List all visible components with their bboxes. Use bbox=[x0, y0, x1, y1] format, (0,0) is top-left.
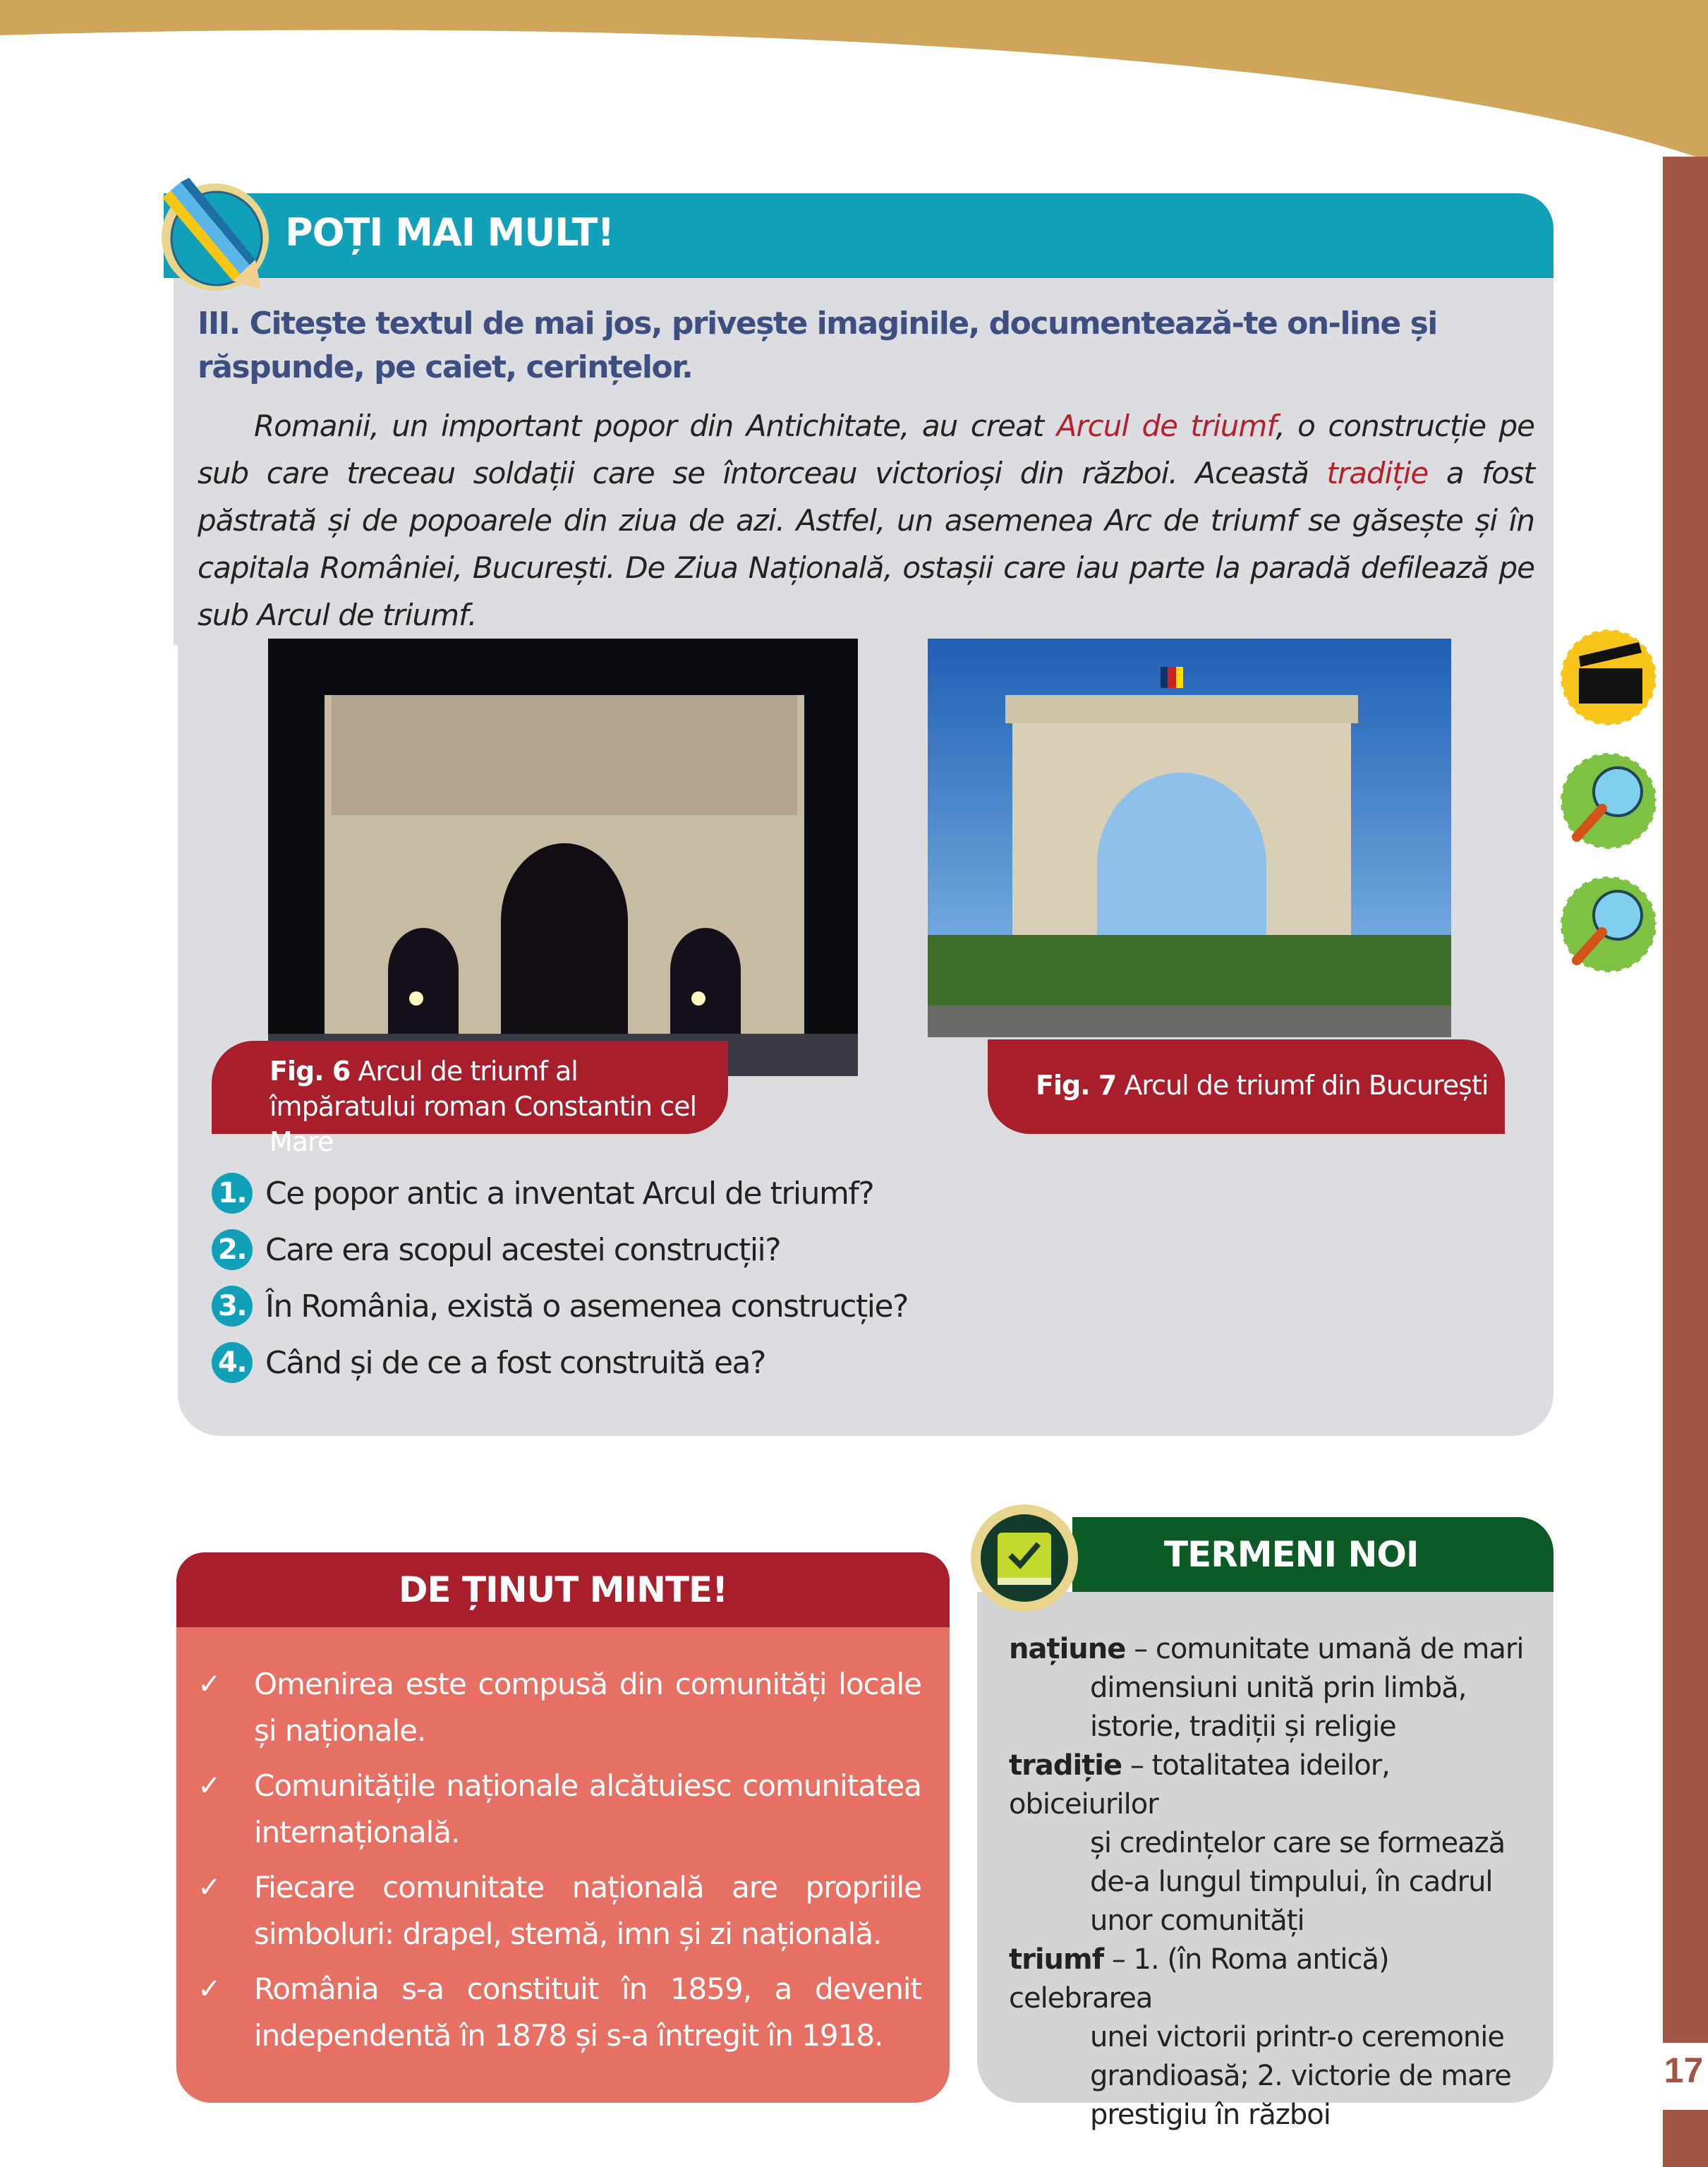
question-text: Care era scopul acestei construcții? bbox=[265, 1231, 781, 1268]
remember-item bbox=[198, 1661, 921, 1754]
glossary-definition: dimensiuni unită prin limbă, istorie, tradiții și religie bbox=[1090, 1672, 1467, 1743]
figure-caption-7 bbox=[988, 1039, 1505, 1134]
highlight-term: tradiție bbox=[1326, 456, 1429, 490]
remember-item bbox=[198, 1864, 921, 1957]
glossary-definition: – totalitatea ideilor, obiceiurilor bbox=[1009, 1749, 1390, 1821]
caption-text: Arcul de triumf din București bbox=[1124, 1070, 1489, 1101]
caption-text: Arcul de triumf al împăratului roman Constantin cel Mare bbox=[269, 1056, 697, 1157]
figure-caption-6 bbox=[212, 1041, 728, 1157]
photo-arcul-de-triumf-bucuresti bbox=[928, 639, 1451, 1037]
check-icon: ✓ bbox=[198, 1871, 221, 1904]
check-icon: ✓ bbox=[198, 1770, 221, 1802]
remember-list bbox=[176, 1627, 950, 2103]
remember-text: Comunitățile naționale alcătuiesc comunitatea internațională. bbox=[254, 1768, 921, 1849]
question-number: 3. bbox=[212, 1286, 253, 1327]
page-number: 17 bbox=[1664, 2051, 1704, 2090]
remember-item bbox=[198, 1763, 921, 1856]
remember-text: România s-a constituit în 1859, a devenit independentă în 1878 și s-a întregit în 1918. bbox=[254, 1972, 921, 2053]
reading-paragraph bbox=[198, 402, 1534, 639]
glossary-entry bbox=[1009, 1940, 1539, 2135]
remember-item bbox=[198, 1966, 921, 2059]
checked-book-icon bbox=[968, 1502, 1081, 1614]
remember-header: DE ȚINUT MINTE! bbox=[176, 1552, 950, 1627]
video-clapperboard-icon[interactable] bbox=[1556, 624, 1661, 730]
check-icon: ✓ bbox=[198, 1973, 221, 2005]
question-item bbox=[212, 1342, 765, 1383]
glossary-term: tradiție bbox=[1009, 1749, 1122, 1782]
remember-text: Fiecare comunitate națională are propriile simboluri: drapel, stemă, imn și zi națională. bbox=[254, 1870, 921, 1951]
glossary-definition: – 1. (în Roma antică) celebrarea bbox=[1009, 1943, 1389, 2015]
text: , o construcție pe sub care treceau soldații care se întorceau victorioși din război. Această bbox=[198, 409, 1534, 490]
question-item bbox=[212, 1173, 873, 1214]
page-edge-band bbox=[1663, 157, 1708, 2043]
remember-text: Omenirea este compusă din comunități locale și naționale. bbox=[254, 1667, 921, 1748]
glossary-entry bbox=[1009, 1630, 1539, 1746]
highlight-term: Arcul de triumf bbox=[1056, 409, 1276, 443]
text: Romanii, un important popor din Antichitate, au creat bbox=[254, 409, 1057, 443]
check-icon: ✓ bbox=[198, 1668, 221, 1701]
section-title: POȚI MAI MULT! bbox=[285, 210, 614, 255]
glossary-definition: și credințelor care se formează de-a lungul timpului, în cadrul unor comunități bbox=[1090, 1827, 1506, 1937]
glossary-term: triumf bbox=[1009, 1943, 1104, 1976]
glossary-entry bbox=[1009, 1746, 1539, 1940]
glossary bbox=[977, 1592, 1553, 2131]
pencil-icon bbox=[157, 176, 274, 294]
page-edge-band bbox=[1663, 2110, 1708, 2167]
glossary-definition: unei victorii printr-o ceremonie grandioasă; 2. victorie de mare prestigiu în război bbox=[1090, 2021, 1511, 2131]
glossary-definition: – comunitate umană de mari bbox=[1125, 1633, 1524, 1665]
question-number: 2. bbox=[212, 1229, 253, 1270]
figure-label: Fig. 7 bbox=[1036, 1070, 1117, 1101]
top-decorative-band bbox=[0, 0, 1708, 169]
photo-arch-of-constantine bbox=[268, 639, 858, 1076]
text: a fost păstrată și de popoarele din ziua de azi. Astfel, un asemenea Arc de triumf se găsește și în capitala României, București. De Ziua Națională, ostașii care iau parte la paradă defilează pe sub Arcul de triumf. bbox=[198, 456, 1534, 632]
glossary-term: națiune bbox=[1009, 1633, 1126, 1665]
magnifier-icon[interactable] bbox=[1556, 871, 1661, 977]
question-text: Când și de ce a fost construită ea? bbox=[265, 1344, 765, 1381]
question-item bbox=[212, 1229, 780, 1270]
new-terms-header: TERMENI NOI bbox=[1072, 1517, 1553, 1592]
magnifier-icon[interactable] bbox=[1556, 748, 1661, 854]
question-number: 4. bbox=[212, 1342, 253, 1383]
figure-label: Fig. 6 bbox=[269, 1056, 351, 1087]
exercise-instruction: III. Citește textul de mai jos, privește imaginile, documentează-te on-line și răspunde, pe caiet, cerințelor. bbox=[198, 306, 1437, 385]
question-text: Ce popor antic a inventat Arcul de triumf? bbox=[265, 1175, 874, 1212]
question-text: În România, există o asemenea construcție? bbox=[265, 1288, 908, 1324]
question-number: 1. bbox=[212, 1173, 253, 1214]
question-item bbox=[212, 1286, 908, 1327]
